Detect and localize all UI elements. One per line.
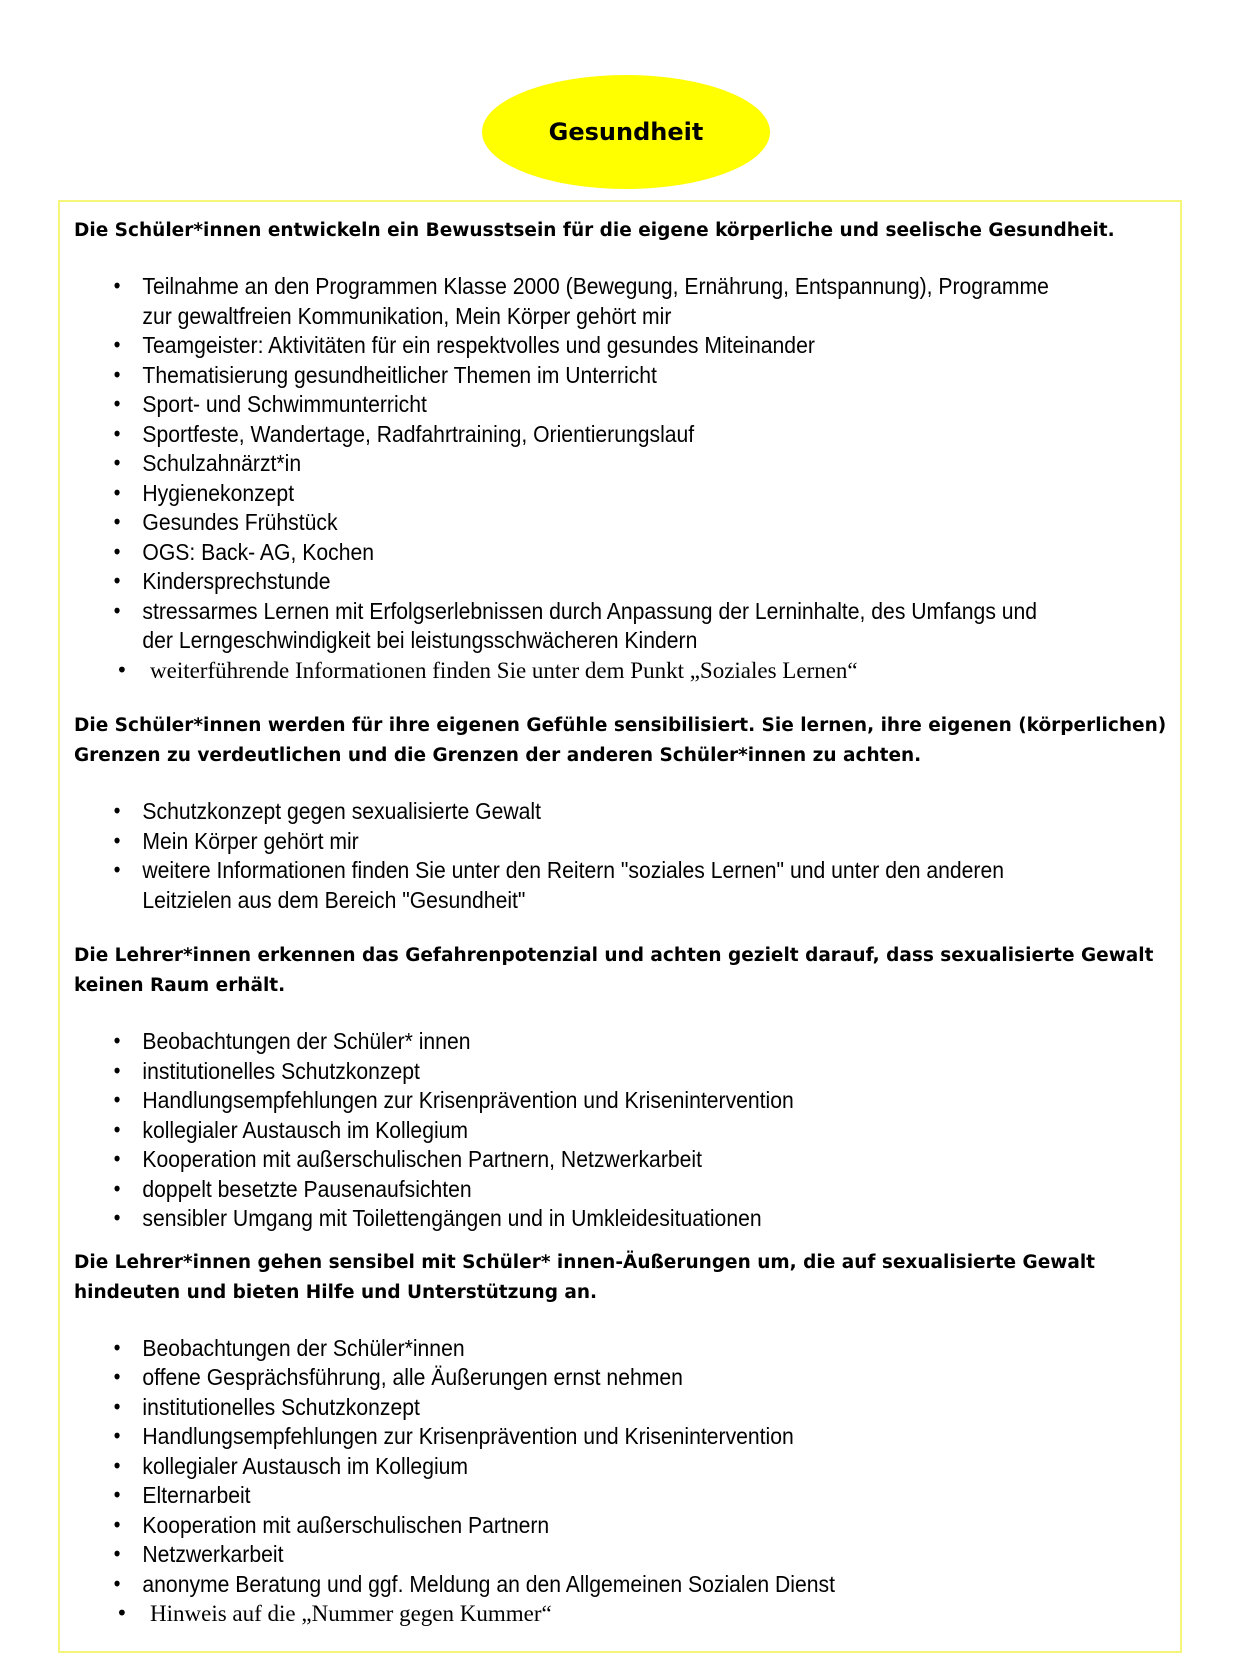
bullet-icon: • <box>111 1206 123 1230</box>
list-item: • Handlungsempfehlungen zur Krisenprävention und Krisenintervention <box>74 1422 1064 1452</box>
list-item: • offene Gesprächsführung, alle Äußerungen ernst nehmen <box>74 1363 1064 1393</box>
list-item: • Thematisierung gesundheitlicher Themen im Unterricht <box>74 361 1064 391</box>
list-item: • anonyme Beratung und ggf. Meldung an den Allgemeinen Sozialen Dienst <box>74 1570 1064 1600</box>
list-item: • Handlungsempfehlungen zur Krisenprävention und Krisenintervention <box>74 1086 1064 1116</box>
bullet-icon: • <box>111 333 123 357</box>
bullet-icon: • <box>111 451 123 475</box>
bullet-icon: • <box>111 1176 123 1201</box>
list-item: • Mein Körper gehört mir <box>74 827 1064 857</box>
section-heading: Die Schüler*innen werden für ihre eigenen Gefühle sensibilisiert. Sie lernen, ihre eigenen (körperlichen) Grenzen zu verdeutlichen und die Grenzen der anderen Schüler*innen zu achten. <box>74 715 1167 766</box>
list-item: • weitere Informationen finden Sie unter den Reitern "soziales Lernen" und unter den anderen Leitzielen aus dem Bereich "Gesundheit" <box>111 857 1004 913</box>
bullet-icon: • <box>111 539 123 564</box>
bullet-icon: • <box>111 480 123 505</box>
bullet-icon: • <box>111 1335 123 1360</box>
section-heading: Die Lehrer*innen gehen sensibel mit Schüler* innen-Äußerungen um, die auf sexualisierte Gewalt hindeuten und bieten Hilfe und Unterstützung an. <box>74 1251 1096 1303</box>
list-item: • kollegialer Austausch im Kollegium <box>74 1116 1064 1146</box>
bullet-icon: • <box>111 1058 123 1083</box>
bullet-icon: • <box>111 569 123 593</box>
bullet-icon: • <box>111 1394 123 1419</box>
bullet-icon: • <box>111 828 123 853</box>
bullet-icon: • <box>116 657 128 682</box>
bullet-list <box>74 1027 1174 1234</box>
list-item: • Beobachtungen der Schüler* innen <box>74 1027 1064 1057</box>
list-item: • Kooperation mit außerschulischen Partnern, Netzwerkarbeit <box>74 1145 1064 1175</box>
list-item: • Sportfeste, Wandertage, Radfahrtraining, Orientierungslauf <box>74 420 1064 450</box>
bullet-icon: • <box>111 1117 123 1142</box>
bullet-icon: • <box>111 598 123 623</box>
list-item: • institutionelles Schutzkonzept <box>74 1393 1064 1423</box>
list-item: • stressarmes Lernen mit Erfolgserlebnissen durch Anpassung der Lerninhalte, des Umfangs und der Lerngeschwindigkeit bei leistungsschwächeren Kindern <box>111 597 1038 653</box>
title-ellipse <box>482 75 770 189</box>
bullet-icon: • <box>111 799 123 823</box>
list-item: • sensibler Umgang mit Toilettengängen und in Umkleidesituationen <box>74 1204 1064 1234</box>
list-item: • Sport- und Schwimmunterricht <box>74 390 1064 420</box>
bullet-icon: • <box>111 1542 123 1566</box>
list-item: • kollegialer Austausch im Kollegium <box>74 1452 1064 1482</box>
list-item: • doppelt besetzte Pausenaufsichten <box>74 1175 1064 1205</box>
bullet-icon: • <box>111 1453 123 1478</box>
bullet-icon: • <box>111 1147 123 1171</box>
list-item: • Gesundes Frühstück <box>74 508 1064 538</box>
bullet-icon: • <box>116 1601 128 1625</box>
bullet-list <box>74 797 1174 915</box>
bullet-icon: • <box>111 510 123 534</box>
bullet-icon: • <box>111 1365 123 1389</box>
section-heading: Die Lehrer*innen erkennen das Gefahrenpotenzial und achten gezielt darauf, dass sexualisierte Gewalt keinen Raum erhält. <box>74 945 1154 996</box>
bullet-icon: • <box>111 1512 123 1537</box>
bullet-icon: • <box>111 421 123 446</box>
list-item: • Schulzahnärzt*in <box>74 449 1064 479</box>
content <box>74 216 1174 1629</box>
bullet-list <box>74 272 1174 685</box>
bullet-icon: • <box>111 1571 123 1596</box>
page-title: Gesundheit <box>548 118 704 146</box>
list-item: • weiterführende Informationen finden Sie unter dem Punkt „Soziales Lernen“ <box>74 656 1174 686</box>
bullet-icon: • <box>111 1088 123 1112</box>
list-item: • Schutzkonzept gegen sexualisierte Gewalt <box>74 797 1064 827</box>
bullet-icon: • <box>111 1483 123 1507</box>
section-heading: Die Schüler*innen entwickeln ein Bewusstsein für die eigene körperliche und seelische Gesundheit. <box>74 220 1115 241</box>
bullet-icon: • <box>111 362 123 387</box>
list-item: • Netzwerkarbeit <box>74 1540 1064 1570</box>
bullet-icon: • <box>111 1424 123 1448</box>
bullet-icon: • <box>111 274 123 298</box>
list-item: • Teamgeister: Aktivitäten für ein respektvolles und gesundes Miteinander <box>74 331 1064 361</box>
bullet-list <box>74 1334 1174 1629</box>
bullet-icon: • <box>111 858 123 882</box>
list-item: • Kindersprechstunde <box>74 567 1064 597</box>
list-item: • Hygienekonzept <box>74 479 1064 509</box>
list-item: • institutionelles Schutzkonzept <box>74 1057 1064 1087</box>
bullet-icon: • <box>111 1029 123 1053</box>
list-item: • Hinweis auf die „Nummer gegen Kummer“ <box>74 1599 1174 1629</box>
bullet-icon: • <box>111 392 123 416</box>
list-item: • Kooperation mit außerschulischen Partnern <box>74 1511 1064 1541</box>
list-item: • Elternarbeit <box>74 1481 1064 1511</box>
list-item: • Teilnahme an den Programmen Klasse 2000 (Bewegung, Ernährung, Entspannung), Programme zur gewaltfreien Kommunikation, Mein Körper gehört mir <box>111 273 1049 329</box>
list-item: • OGS: Back- AG, Kochen <box>74 538 1064 568</box>
list-item: • Beobachtungen der Schüler*innen <box>74 1334 1064 1364</box>
